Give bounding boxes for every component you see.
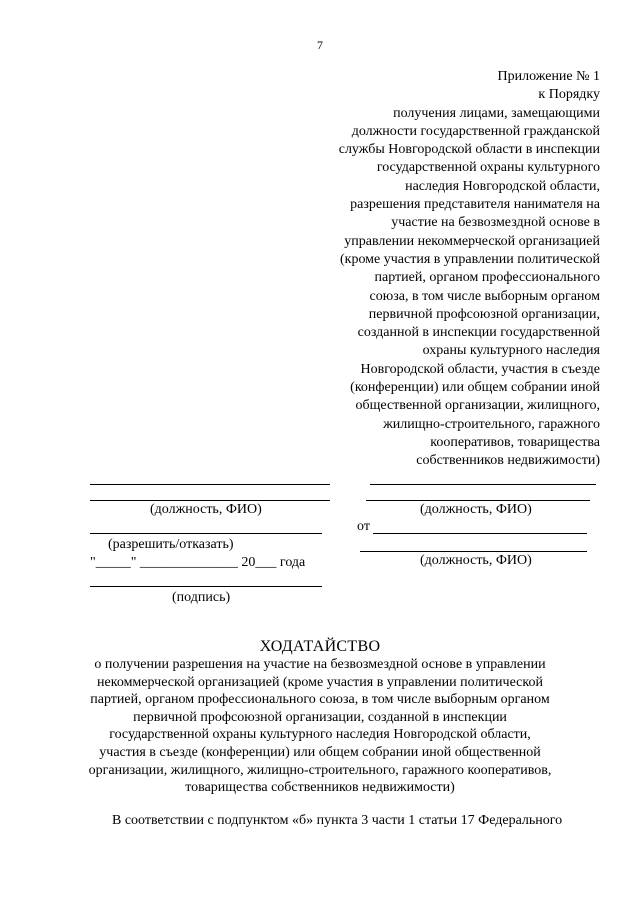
appendix-line: общественной организации, жилищного, — [355, 398, 600, 414]
appendix-line: получения лицами, замещающими — [393, 105, 600, 121]
subtitle-line: партией, органом профессионального союза, в том числе выборным органом — [90, 692, 550, 708]
subtitle-line: государственной охраны культурного наследия Новгородской области, — [109, 727, 531, 743]
addressee-blank-line[interactable] — [366, 500, 590, 501]
sender-blank-line[interactable] — [373, 533, 587, 534]
addressee-blank-line[interactable] — [370, 484, 596, 485]
petition-title: ХОДАТАЙСТВО — [259, 638, 381, 655]
addressee-caption: (должность, ФИО) — [420, 502, 532, 517]
position-blank-line[interactable] — [90, 500, 330, 501]
appendix-line: кооперативов, товарищества — [430, 434, 600, 450]
appendix-line: первичной профсоюзной организации, — [368, 306, 600, 322]
appendix-line: к Порядку — [538, 87, 600, 103]
appendix-line: союза, в том числе выборным органом — [369, 288, 600, 304]
petition-subtitle — [60, 656, 580, 797]
appendix-line: (конференции) или общем собрании иной — [350, 380, 600, 396]
subtitle-line: организации, жилищного, жилищно-строительного, гаражного кооперативов, — [88, 762, 552, 778]
appendix-line: партией, органом профессионального — [374, 270, 600, 286]
date-field[interactable]: "_____" ______________ 20___ года — [90, 555, 306, 570]
signature-blank-line[interactable] — [90, 586, 322, 587]
appendix-line: жилищно-строительного, гаражного — [383, 416, 600, 432]
position-caption: (должность, ФИО) — [150, 502, 262, 517]
appendix-line: охраны культурного наследия — [422, 343, 600, 359]
subtitle-line: о получении разрешения на участие на безвозмездной основе в управлении — [94, 657, 546, 672]
appendix-line: службы Новгородской области в инспекции — [338, 142, 600, 158]
subtitle-line: первичной профсоюзной организации, созданной в инспекции — [133, 709, 507, 725]
appendix-line: собственников недвижимости) — [416, 453, 600, 469]
appendix-line: (кроме участия в управлении политической — [339, 251, 600, 267]
appendix-line: созданной в инспекции государственной — [357, 325, 600, 341]
page-number: 7 — [317, 38, 323, 52]
appendix-line: управлении некоммерческой организацией — [344, 233, 600, 249]
appendix-line: участие на безвозмездной основе в — [391, 215, 600, 231]
appendix-line: Приложение № 1 — [497, 69, 600, 84]
subtitle-line: участия в съезде (конференции) или общем собрании иной общественной — [99, 744, 541, 760]
appendix-header — [280, 68, 600, 471]
appendix-line: наследия Новгородской области, — [405, 178, 600, 194]
appendix-line: должности государственной гражданской — [351, 123, 600, 139]
position-blank-line[interactable] — [90, 484, 330, 485]
appendix-line: разрешения представителя нанимателя на — [350, 197, 600, 213]
petition-body-text: В соответствии с подпунктом «б» пункта 3 части 1 статьи 17 Федерального — [112, 813, 563, 828]
signature-caption: (подпись) — [172, 590, 231, 605]
from-label: от — [357, 519, 370, 534]
decision-blank-line[interactable] — [90, 533, 322, 534]
decision-caption: (разрешить/отказать) — [108, 537, 234, 552]
appendix-line: Новгородской области, участия в съезде — [360, 361, 600, 377]
subtitle-line: товарищества собственников недвижимости) — [185, 780, 455, 796]
appendix-line: государственной охраны культурного — [376, 160, 600, 176]
sender-blank-line[interactable] — [360, 551, 587, 552]
sender-caption: (должность, ФИО) — [420, 553, 532, 568]
subtitle-line: некоммерческой организацией (кроме участия в управлении политической — [97, 674, 543, 690]
